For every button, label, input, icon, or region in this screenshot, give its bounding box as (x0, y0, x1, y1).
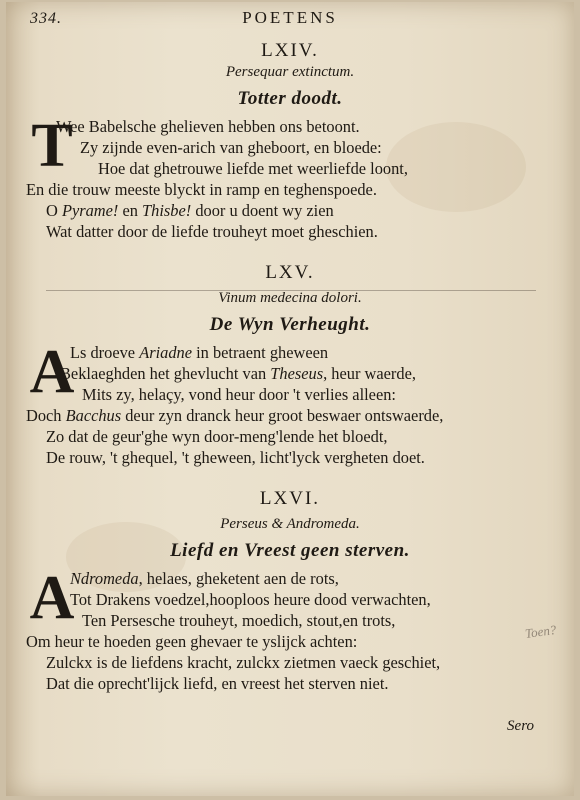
verse-block (26, 338, 566, 468)
poem-lxiv (6, 40, 574, 242)
verse-line: Wee Babelsche ghelieven hebben ons betoont. (56, 117, 360, 136)
dutch-title: Liefd en Vreest geen sterven. (170, 540, 410, 561)
poem-lxvi (6, 488, 574, 694)
drop-cap: A (29, 564, 75, 632)
verse-line: Ndromeda, helaes, gheketent aen de rots, (70, 569, 339, 588)
dutch-title: De Wyn Verheught. (209, 314, 371, 335)
verse-line: Om heur te hoeden geen ghevaer te yslijck achten: (26, 632, 358, 651)
running-head: POETENS (242, 8, 338, 27)
poem-lxv (6, 262, 574, 468)
verse-line: Beklaeghden het ghevlucht van Theseus, heur waerde, (60, 364, 416, 383)
verse-line: O Pyrame! en Thisbe! door u doent wy zien (46, 201, 334, 220)
page-number: 334. (30, 10, 62, 27)
verse-line: Dat die oprecht'lijck liefd, en vreest het sterven niet. (46, 674, 389, 693)
verse-block (26, 112, 566, 242)
drop-cap: A (29, 338, 75, 406)
verse-line: Tot Drakens voedzel,hooploos heure dood verwachten, (70, 590, 431, 609)
verse-line: Ls droeve Ariadne in betraent gheween (70, 343, 329, 362)
verse-line: Hoe dat ghetrouwe liefde met weerliefde loont, (98, 159, 408, 178)
verse-line: Wat datter door de liefde trouheyt moet gheschien. (46, 222, 378, 241)
handwritten-margin-note: Toen? (523, 621, 557, 642)
drop-cap: T (31, 112, 73, 180)
latin-motto: Perseus & Andromeda. (220, 516, 360, 532)
verse-block (26, 564, 566, 694)
dutch-title: Totter doodt. (237, 88, 343, 109)
verse-line: Doch Bacchus deur zyn dranck heur groot beswaer ontswaerde, (26, 406, 444, 425)
latin-motto: Persequar extinctum. (225, 64, 355, 80)
verse-line: Mits zy, helaçy, vond heur door 't verlies alleen: (82, 385, 396, 404)
latin-motto: Vinum medecina dolori. (218, 290, 362, 306)
verse-line: En die trouw meeste blyckt in ramp en teghenspoede. (26, 180, 377, 199)
verse-line: Zy zijnde even-arich van gheboort, en bloede: (80, 138, 382, 157)
verse-line: Zulckx is de liefdens kracht, zulckx zietmen vaeck geschiet, (46, 653, 441, 672)
poem-number: LXIV. (261, 40, 319, 61)
verse-line: Zo dat de geur'ghe wyn door-meng'lende het bloedt, (46, 427, 388, 446)
verse-line: Ten Persesche trouheyt, moedich, stout,en trots, (82, 611, 396, 630)
catchword: Sero (507, 718, 534, 734)
verse-line: De rouw, 't ghequel, 't gheween, licht'lyck vergheten doet. (46, 448, 425, 467)
book-page (6, 2, 574, 796)
poem-number: LXV. (265, 262, 315, 283)
poem-number: LXVI. (259, 488, 321, 509)
